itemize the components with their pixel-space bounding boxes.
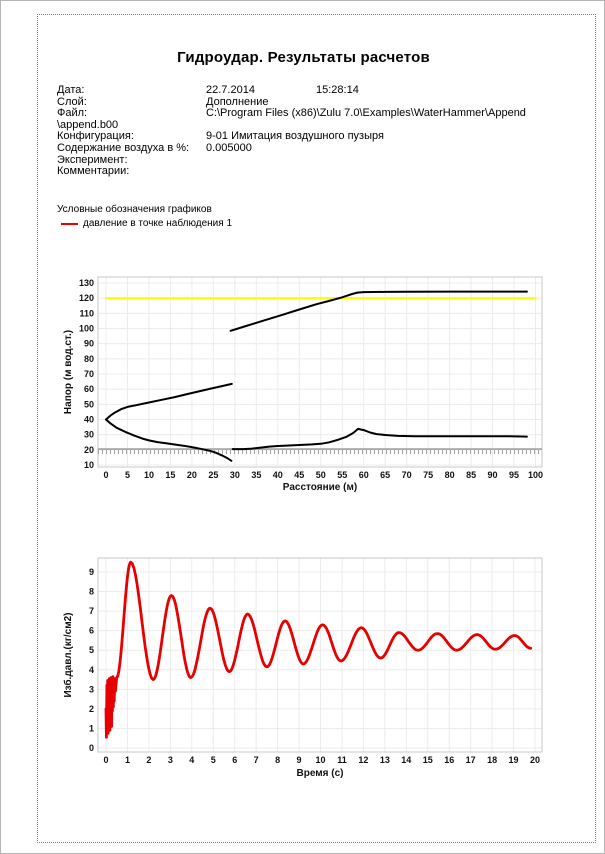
- metadata-label: Содержание воздуха в %:: [57, 141, 190, 154]
- x-tick-label: 11: [337, 755, 347, 765]
- x-tick-label: 5: [124, 470, 130, 480]
- x-tick-label: 7: [253, 755, 259, 765]
- metadata-label: Эксперимент:: [57, 153, 128, 166]
- x-tick-label: 2: [146, 755, 152, 765]
- metadata-label: Комментарии:: [57, 165, 130, 178]
- y-tick-label: 20: [83, 444, 94, 455]
- legend-item: [57, 218, 232, 230]
- y-tick-label: 5: [88, 645, 94, 656]
- x-tick-label: 15: [165, 470, 176, 480]
- x-tick-label: 17: [465, 755, 476, 765]
- x-axis-label: Время (с): [296, 768, 344, 779]
- x-tick-label: 25: [208, 470, 219, 480]
- x-tick-label: 3: [167, 755, 173, 765]
- y-axis-label: Изб.давл.(кг/см2): [63, 612, 74, 698]
- metadata-label: Конфигурация:: [57, 130, 134, 143]
- legend-title: Условные обозначения графиков: [57, 204, 212, 215]
- x-tick-label: 65: [380, 470, 391, 480]
- metadata-label: Дата:: [57, 84, 85, 96]
- x-tick-label: 12: [358, 755, 369, 765]
- page-title: Гидроудар. Результаты расчетов: [177, 49, 430, 66]
- x-tick-label: 15: [422, 755, 433, 765]
- x-tick-label: 60: [358, 470, 369, 480]
- metadata-label: Файл:: [57, 107, 88, 120]
- x-tick-label: 20: [529, 755, 541, 765]
- x-tick-label: 20: [186, 470, 197, 480]
- x-tick-label: 100: [527, 470, 544, 480]
- metadata-label: Слой:: [57, 95, 87, 108]
- x-tick-label: 30: [229, 470, 240, 480]
- metadata-block: [57, 85, 557, 178]
- x-tick-label: 10: [315, 755, 326, 765]
- x-tick-label: 8: [275, 755, 281, 765]
- x-tick-label: 75: [423, 470, 434, 480]
- metadata-row-comments: [57, 166, 557, 178]
- chart-legend: [57, 204, 232, 230]
- metadata-value: 22.7.2014: [206, 84, 255, 96]
- metadata-value: Дополнение: [206, 95, 269, 108]
- metadata-value: 9-01 Имитация воздушного пузыря: [206, 130, 384, 143]
- y-tick-label: 90: [83, 338, 94, 349]
- x-tick-label: 9: [296, 755, 302, 765]
- metadata-row-date: [57, 85, 557, 97]
- x-axis-label: Расстояние (м): [282, 482, 358, 493]
- y-tick-label: 130: [78, 278, 94, 288]
- y-tick-label: 0: [88, 743, 94, 753]
- x-tick-label: 5: [210, 755, 216, 765]
- x-tick-label: 0: [103, 470, 109, 480]
- y-tick-label: 1: [88, 723, 94, 734]
- y-tick-label: 100: [78, 323, 94, 334]
- y-tick-label: 4: [88, 664, 94, 675]
- y-tick-label: 110: [79, 308, 94, 319]
- y-tick-label: 6: [88, 625, 94, 636]
- y-tick-label: 3: [88, 684, 94, 695]
- legend-item-label: давление в точке наблюдения 1: [83, 218, 232, 229]
- metadata-value: 0.005000: [206, 141, 252, 154]
- x-tick-label: 45: [294, 470, 305, 480]
- metadata-value-time: 15:28:14: [316, 84, 359, 96]
- y-tick-label: 30: [83, 429, 94, 440]
- x-tick-label: 19: [508, 755, 519, 765]
- x-tick-label: 95: [509, 470, 520, 480]
- x-tick-label: 35: [251, 470, 262, 480]
- y-tick-label: 8: [88, 586, 94, 597]
- y-tick-label: 40: [83, 414, 94, 425]
- y-tick-label: 10: [83, 460, 94, 470]
- x-tick-label: 85: [466, 470, 477, 480]
- y-tick-label: 80: [83, 353, 94, 364]
- x-tick-label: 80: [444, 470, 455, 480]
- x-tick-label: 13: [379, 755, 390, 765]
- y-tick-label: 70: [83, 369, 94, 379]
- y-tick-label: 60: [83, 384, 94, 395]
- x-tick-label: 70: [401, 470, 412, 480]
- x-tick-label: 55: [337, 470, 348, 480]
- x-tick-label: 16: [444, 755, 455, 765]
- x-tick-label: 50: [315, 470, 326, 480]
- metadata-label: \append.b00: [57, 118, 119, 131]
- metadata-row-file: [57, 108, 557, 120]
- y-tick-label: 7: [88, 606, 94, 617]
- x-tick-label: 6: [232, 755, 238, 765]
- red-line-icon: [61, 223, 78, 225]
- x-tick-label: 4: [189, 755, 195, 765]
- x-tick-label: 10: [143, 470, 154, 480]
- x-tick-label: 14: [401, 755, 412, 765]
- x-tick-label: 0: [103, 755, 109, 765]
- x-tick-label: 18: [487, 755, 498, 765]
- x-tick-label: 40: [272, 470, 283, 480]
- y-tick-label: 9: [88, 567, 94, 577]
- x-tick-label: 1: [124, 755, 130, 765]
- y-axis-label: Напор (м вод.ст.): [63, 329, 74, 415]
- metadata-value: C:\Program Files (x86)\Zulu 7.0\Examples\WaterHammer\Append: [206, 107, 526, 120]
- y-tick-label: 120: [78, 293, 94, 304]
- metadata-row-air-content: [57, 143, 557, 155]
- x-tick-label: 90: [487, 470, 498, 480]
- y-tick-label: 2: [88, 703, 94, 714]
- y-tick-label: 50: [83, 399, 94, 410]
- metadata-row-experiment: [57, 155, 557, 167]
